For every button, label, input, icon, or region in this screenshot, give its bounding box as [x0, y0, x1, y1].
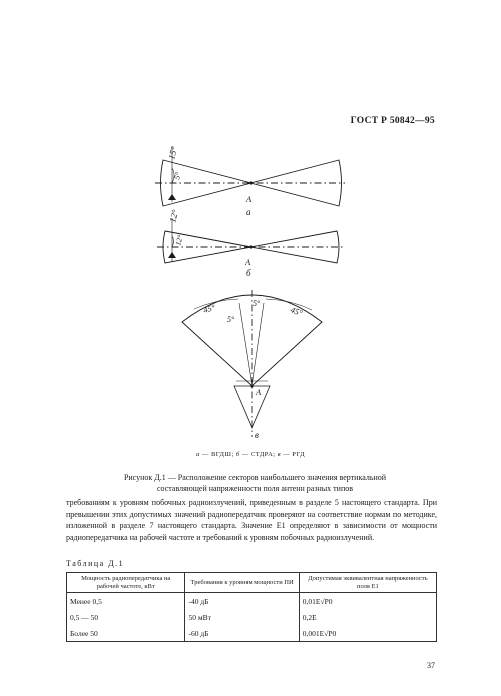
subfigure-label-a: а	[246, 207, 251, 217]
table-cell: 0,2E	[299, 609, 436, 625]
legend-a-text: — ВГДШ;	[199, 451, 236, 458]
legend-a-letter: а	[195, 451, 200, 458]
angle-label-12-inner: 12°	[173, 234, 185, 247]
table-row	[67, 609, 437, 625]
table-cell: Более 50	[67, 625, 185, 642]
caption-line-2: составляющей напряженности поля антенн разных типов	[157, 484, 353, 493]
table-cell: -60 дБ	[185, 625, 299, 642]
subfigure-label-b: б	[246, 268, 251, 278]
data-table	[66, 572, 437, 642]
table-header-power: Мощность радиопередатчика на рабочей частоте, кВт	[67, 573, 185, 593]
table-row	[67, 593, 437, 610]
figure-caption	[60, 472, 450, 494]
angle-label-5-top: 5°	[253, 299, 261, 308]
angle-label-5-inner: 5°	[227, 315, 235, 324]
page-number: 37	[427, 661, 435, 670]
caption-line-1: Рисунок Д.1 — Расположение секторов наибольшего значения вертикальной	[123, 473, 387, 482]
table-row	[67, 625, 437, 642]
body-paragraph	[66, 497, 437, 543]
table-label: Таблица Д.1	[66, 559, 125, 568]
legend-c-text: — РГД	[281, 451, 306, 458]
angle-label-45-right: 45°	[289, 304, 304, 318]
body-paragraph-text: требованиям к уровням побочных радиоизлучений, приведенным в разделе 5 настоящего стандарта. При превышении этих допустимых значений радиопередатчик проверяют на соответствие нормам по методике, изложенной в разделе 7 настоящего стандарта. Значение E1 определяют в зависимости от мощности радиопередатчика на рабочей частоте и требований к уровням побочных радиоизлучений.	[66, 498, 437, 542]
point-a-label-b: A	[245, 257, 251, 267]
table-cell: 0,01E√P0	[299, 593, 436, 610]
legend-b-text: — СТДРА;	[239, 451, 278, 458]
table-cell: 0,001E√P0	[299, 625, 436, 642]
document-header: ГОСТ Р 50842—95	[350, 116, 435, 126]
point-a-label-a: A	[246, 194, 252, 204]
angle-label-12: 12°	[167, 208, 181, 224]
point-a-label-c: A	[256, 387, 262, 397]
angle-label-5-a: 5°	[172, 171, 183, 181]
table-header-row	[67, 573, 437, 593]
subfigure-label-c: в	[255, 430, 259, 440]
table-header-field-strength: Допустимая эквивалентная напряженность поля E1	[299, 573, 436, 593]
table-cell: 50 мВт	[185, 609, 299, 625]
legend-b-letter: б	[235, 451, 240, 458]
table-cell: -40 дБ	[185, 593, 299, 610]
figure-legend	[0, 451, 501, 458]
table-cell: Менее 0,5	[67, 593, 185, 610]
legend-c-letter: в	[277, 451, 282, 458]
table-header-requirements: Требования к уровням мощности ПИ	[185, 573, 299, 593]
angle-label-45-left: 45°	[201, 302, 217, 315]
table-cell: 0,5 — 50	[67, 609, 185, 625]
angle-label-15: 15°	[166, 145, 180, 161]
